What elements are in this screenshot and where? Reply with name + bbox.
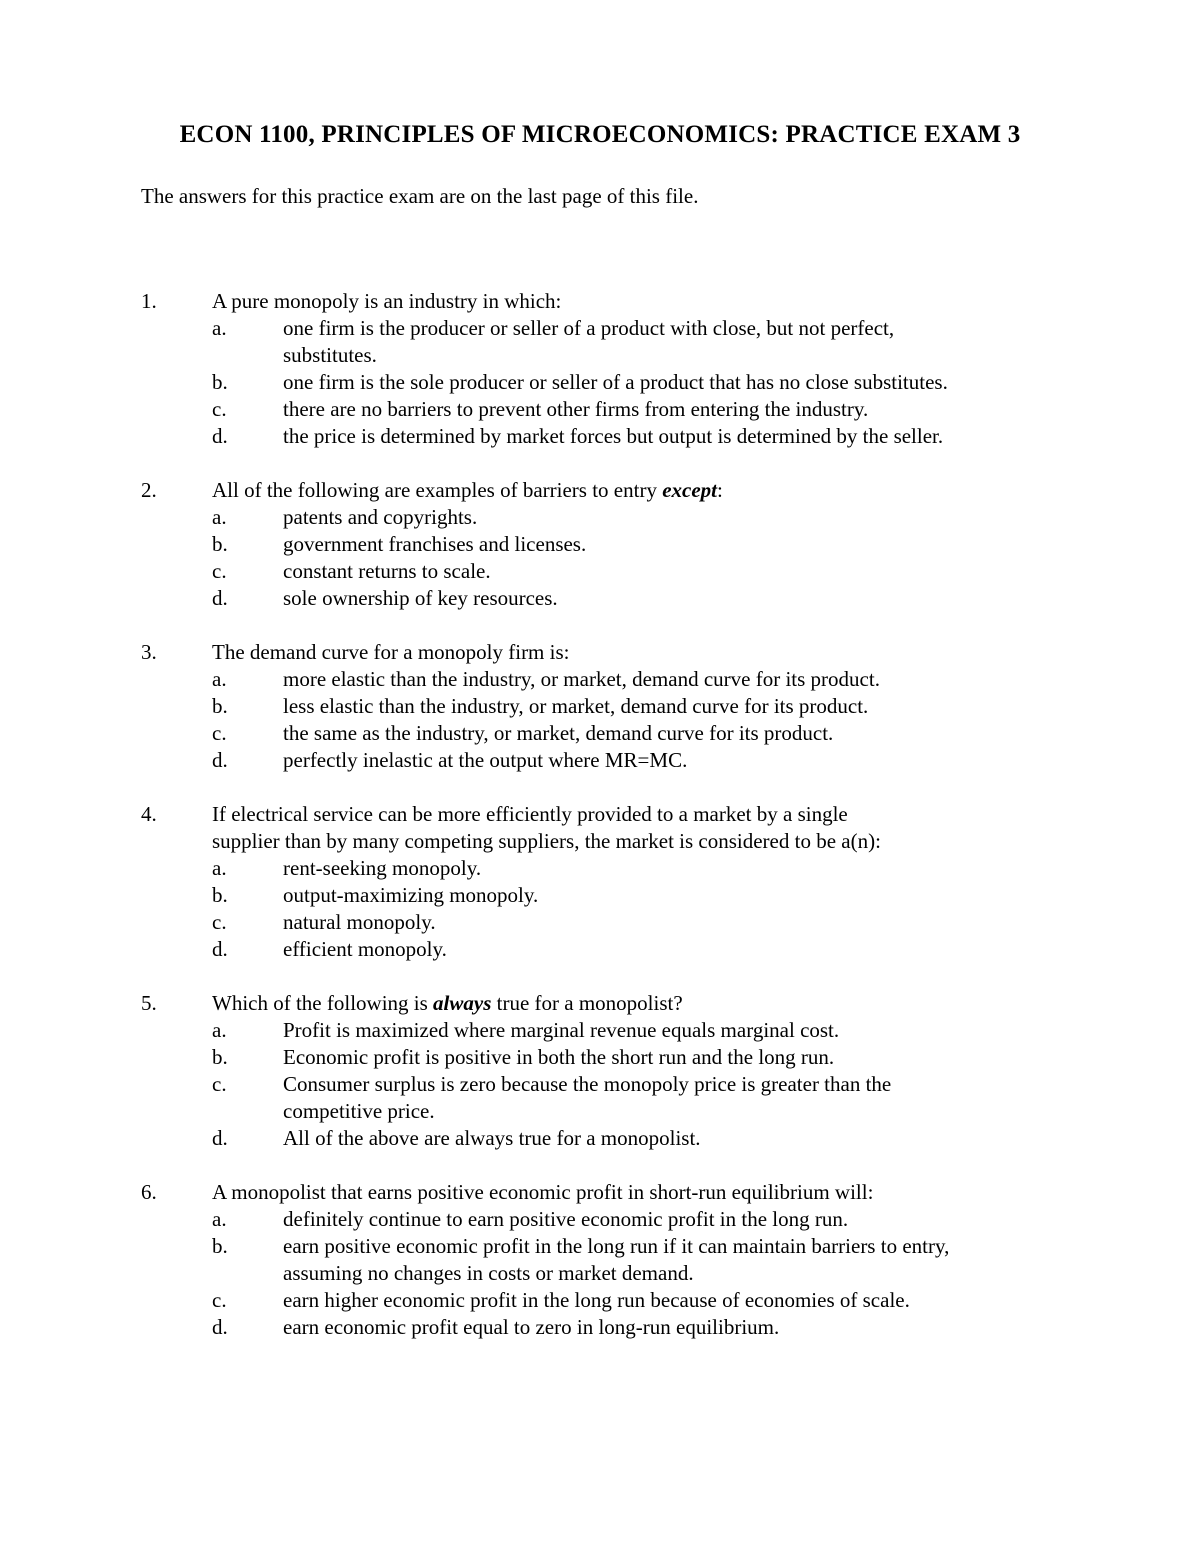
question-stem-line [141,477,1101,504]
question-item [141,477,1101,612]
question-number: 4. [141,802,157,826]
option-label: d. [212,937,228,961]
option-label: a. [212,316,227,340]
stem-text: supplier than by many competing suppliers, the market is considered to be a(n): [212,829,881,853]
stem-text: All of the following are examples of barriers to entry [212,478,663,502]
answer-option [141,1125,1101,1152]
option-label: c. [212,1072,227,1096]
answer-option [141,1044,1101,1071]
option-text: there are no barriers to prevent other firms from entering the industry. [283,397,869,421]
option-label: c. [212,397,227,421]
question-stem [212,990,683,1017]
question-stem-line [141,990,1101,1017]
option-text: rent-seeking monopoly. [283,856,482,880]
question-stem [212,828,881,855]
option-text: the same as the industry, or market, demand curve for its product. [283,721,834,745]
emphasized-word: always [433,991,492,1015]
option-text: earn positive economic profit in the long run if it can maintain barriers to entry, [283,1234,950,1258]
answer-option [141,1314,1101,1341]
question-stem-line [141,639,1101,666]
question-stem [212,288,561,315]
option-label: b. [212,370,228,394]
answer-option [141,1260,1101,1287]
answer-option [141,1206,1101,1233]
answer-option [141,558,1101,585]
answer-option [141,855,1101,882]
option-text: All of the above are always true for a monopolist. [283,1126,701,1150]
option-text: substitutes. [283,343,377,367]
question-stem-line [141,801,1101,828]
question-stem-line [141,288,1101,315]
answer-option [141,747,1101,774]
question-stem-line [141,828,1101,855]
answer-option [141,693,1101,720]
option-label: d. [212,586,228,610]
option-label: c. [212,1288,227,1312]
question-number: 3. [141,640,157,664]
answer-option [141,1287,1101,1314]
question-number: 1. [141,289,157,313]
option-label: b. [212,694,228,718]
stem-text: A pure monopoly is an industry in which: [212,289,562,313]
answer-option [141,531,1101,558]
option-label: c. [212,559,227,583]
option-text: earn higher economic profit in the long run because of economies of scale. [283,1288,910,1312]
answer-option [141,504,1101,531]
question-stem [212,801,848,828]
answer-option [141,909,1101,936]
question-number: 6. [141,1180,157,1204]
option-label: b. [212,1234,228,1258]
stem-text: The demand curve for a monopoly firm is: [212,640,570,664]
option-text: government franchises and licenses. [283,532,587,556]
answer-option [141,423,1101,450]
option-text: more elastic than the industry, or market, demand curve for its product. [283,667,880,691]
option-label: b. [212,532,228,556]
question-number: 5. [141,991,157,1015]
answer-option [141,882,1101,909]
option-label: d. [212,1315,228,1339]
question-item [141,288,1101,450]
option-text: one firm is the producer or seller of a product with close, but not perfect, [283,316,895,340]
option-text: definitely continue to earn positive economic profit in the long run. [283,1207,849,1231]
option-label: a. [212,1207,227,1231]
answer-option [141,1071,1101,1098]
stem-text: true for a monopolist? [491,991,683,1015]
answer-option [141,720,1101,747]
option-label: d. [212,424,228,448]
option-label: c. [212,910,227,934]
question-item [141,990,1101,1152]
answer-option [141,342,1101,369]
answer-option [141,1017,1101,1044]
stem-text: A monopolist that earns positive economic profit in short-run equilibrium will: [212,1180,874,1204]
question-item [141,801,1101,963]
option-text: competitive price. [283,1099,435,1123]
option-text: patents and copyrights. [283,505,478,529]
option-text: the price is determined by market forces but output is determined by the seller. [283,424,944,448]
intro-text: The answers for this practice exam are on the last page of this file. [141,184,699,208]
option-label: d. [212,1126,228,1150]
stem-text: : [716,478,723,502]
question-list [141,288,1101,1368]
option-text: natural monopoly. [283,910,436,934]
option-text: Economic profit is positive in both the short run and the long run. [283,1045,835,1069]
option-label: a. [212,667,227,691]
option-text: output-maximizing monopoly. [283,883,539,907]
option-label: a. [212,856,227,880]
question-stem [212,477,723,504]
question-stem-line [141,1179,1101,1206]
option-text: Consumer surplus is zero because the monopoly price is greater than the [283,1072,892,1096]
option-label: b. [212,883,228,907]
option-text: sole ownership of key resources. [283,586,558,610]
question-stem [212,639,569,666]
option-text: one firm is the sole producer or seller of a product that has no close substitutes. [283,370,948,394]
question-item [141,639,1101,774]
question-stem [212,1179,873,1206]
answer-option [141,936,1101,963]
option-text: less elastic than the industry, or market, demand curve for its product. [283,694,869,718]
option-text: earn economic profit equal to zero in long-run equilibrium. [283,1315,780,1339]
question-number: 2. [141,478,157,502]
option-label: c. [212,721,227,745]
answer-option [141,1233,1101,1260]
option-text: efficient monopoly. [283,937,447,961]
stem-text: Which of the following is [212,991,434,1015]
answer-option [141,666,1101,693]
option-label: a. [212,505,227,529]
option-text: assuming no changes in costs or market demand. [283,1261,694,1285]
question-item [141,1179,1101,1341]
option-label: d. [212,748,228,772]
stem-text: If electrical service can be more efficiently provided to a market by a single [212,802,848,826]
option-text: Profit is maximized where marginal revenue equals marginal cost. [283,1018,840,1042]
page-title: ECON 1100, PRINCIPLES OF MICROECONOMICS: PRACTICE EXAM 3 [179,121,1021,148]
option-label: a. [212,1018,227,1042]
answer-option [141,315,1101,342]
emphasized-word: except [662,478,717,502]
option-text: constant returns to scale. [283,559,491,583]
answer-option [141,585,1101,612]
answer-option [141,369,1101,396]
option-label: b. [212,1045,228,1069]
answer-option [141,396,1101,423]
answer-option [141,1098,1101,1125]
option-text: perfectly inelastic at the output where MR=MC. [283,748,688,772]
